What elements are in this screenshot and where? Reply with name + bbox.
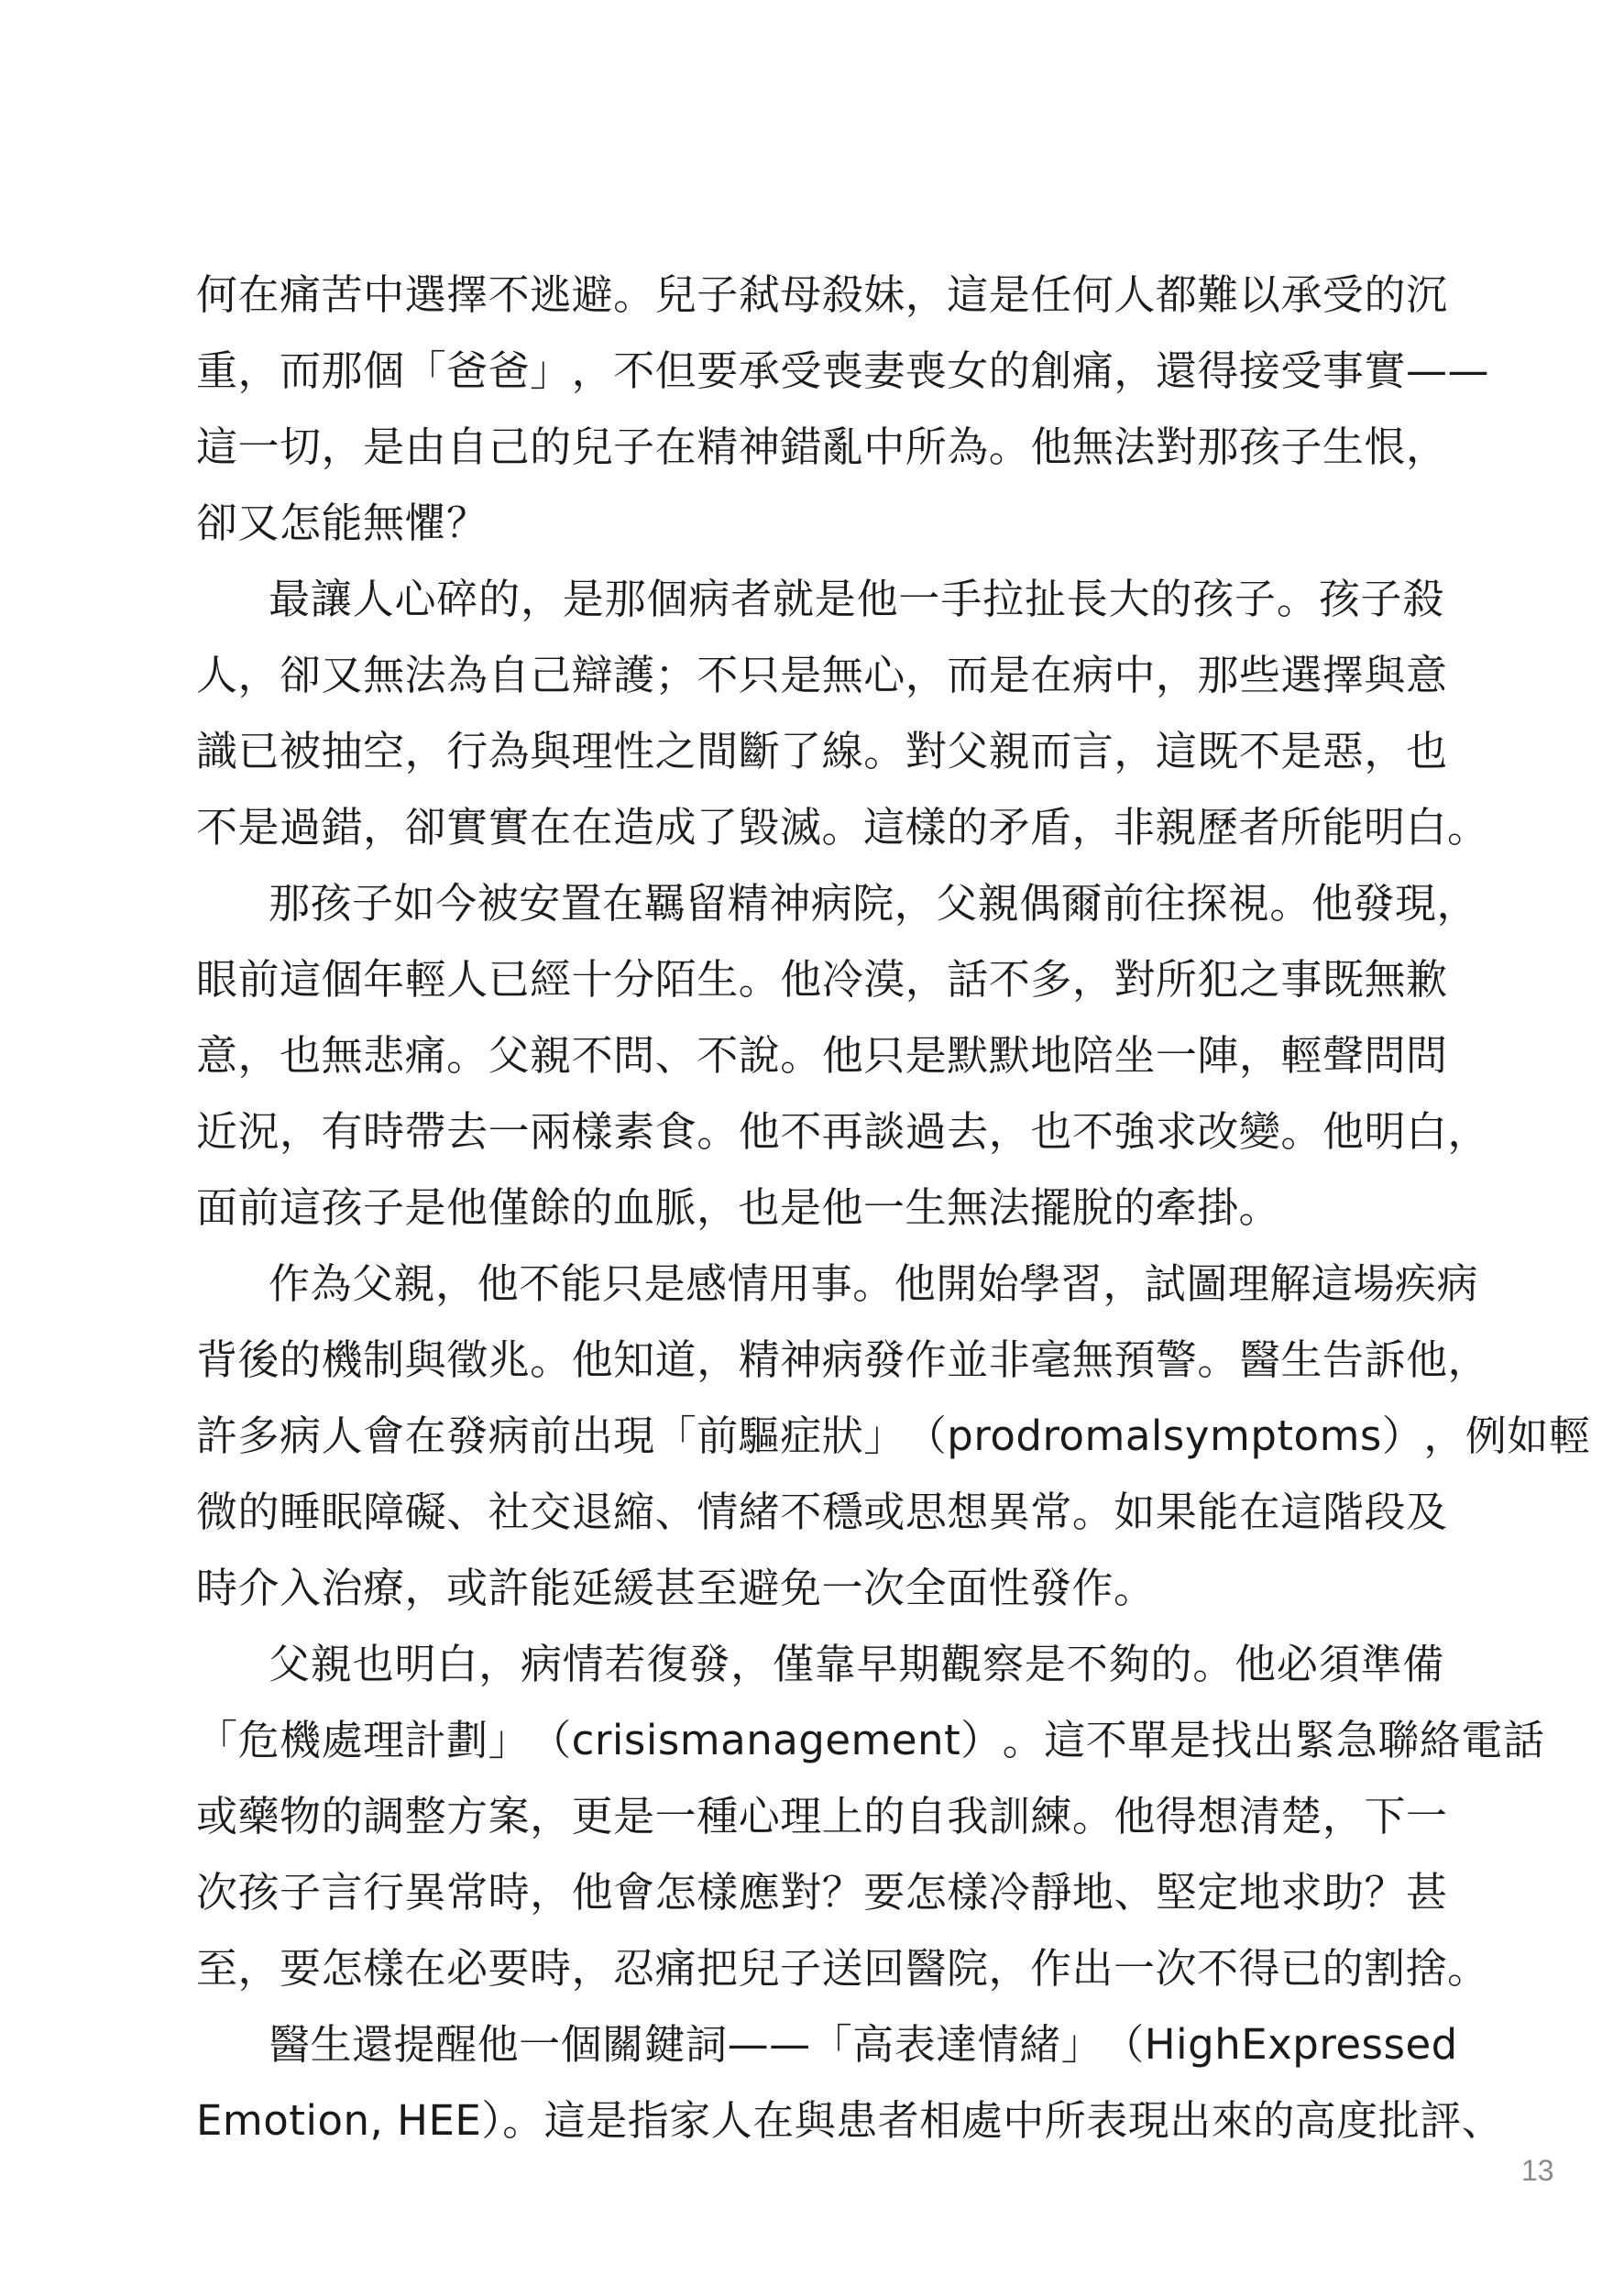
text-line: 卻又怎能無懼？ bbox=[196, 499, 488, 547]
text-line: 近 況 ， 有 時 帶 去 一 兩 樣 素 食 。 他 不 再 談 過 去 ， 也 不 強 求 改 變 。 他 明 白 ， bbox=[196, 1107, 1489, 1156]
text-line: 這 一 切 ， 是 由 自 己 的 兒 子 在 精 神 錯 亂 中 所 為 。 他 無 法 對 那 孩 子 生 恨 ， bbox=[196, 423, 1448, 471]
page-number: 13 bbox=[1521, 2154, 1554, 2187]
text-line: 人 ， 卻 又 無 法 為 自 己 辯 護 ； 不 只 是 無 心 ， 而 是 在 病 中 ， 那 些 選 擇 與 意 bbox=[196, 651, 1448, 699]
text-line: 次 孩 子 言 行 異 常 時 ， 他 會 怎 樣 應 對 ？ 要 怎 樣 冷 靜 地 、 堅 定 地 求 助 ？ 甚 bbox=[196, 1868, 1448, 1917]
text-line: 不是過錯，卻實實在在造成了毀滅。這樣的矛盾，非親歷者所能明白。 bbox=[196, 803, 1489, 851]
text-line: 識 已 被 抽 空 ， 行 為 與 理 性 之 間 斷 了 線 。 對 父 親 而 言 ， 這 既 不 是 惡 ， 也 bbox=[196, 727, 1448, 775]
text-line: 父 親 也 明 白 ， 病 情 若 復 發 ， 僅 靠 早 期 觀 察 是 不 夠 的 。 他 必 須 準 備 bbox=[269, 1640, 1444, 1688]
text-line: 作 為 父 親 ， 他 不 能 只 是 感 情 用 事 。 他 開 始 學 習 ， 試 圖 理 解 這 場 疾 病 bbox=[269, 1259, 1478, 1308]
text-line: 許 多 病 人 會 在 發 病 前 出 現 「 前 驅 症 狀 」 （ prodromal symptoms ） ， 例 如 輕 bbox=[196, 1412, 1591, 1460]
text-line: 或 藥 物 的 調 整 方 案 ， 更 是 一 種 心 理 上 的 自 我 訓 練 。 他 得 想 清 楚 ， 下 一 bbox=[196, 1792, 1448, 1840]
text-line: 微 的 睡 眠 障 礙 、 社 交 退 縮 、 情 緒 不 穩 或 思 想 異 常 。 如 果 能 在 這 階 段 及 bbox=[196, 1488, 1448, 1536]
text-line: 那 孩 子 如 今 被 安 置 在 羈 留 精 神 病 院 ， 父 親 偶 爾 前 往 探 視 。 他 發 現 ， bbox=[269, 879, 1478, 928]
text-line: 重 ， 而 那 個 「 爸 爸 」 ， 不 但 要 承 受 喪 妻 喪 女 的 創 痛 ， 還 得 接 受 事 實 — — bbox=[196, 346, 1489, 395]
text-line: 至，要怎樣在必要時，忍痛把兒子送回醫院，作出一次不得已的割捨。 bbox=[196, 1944, 1489, 1993]
text-line: 何 在 痛 苦 中 選 擇 不 逃 避 。 兒 子 弒 母 殺 妹 ， 這 是 任 何 人 都 難 以 承 受 的 沉 bbox=[196, 270, 1448, 319]
text-line: 面前這孩子是他僅餘的血脈，也是他一生無法擺脫的牽掛。 bbox=[196, 1183, 1281, 1232]
text-line: 時介入治療，或許能延緩甚至避免一次全面性發作。 bbox=[196, 1564, 1156, 1612]
text-line: 背 後 的 機 制 與 徵 兆 。 他 知 道 ， 精 神 病 發 作 並 非 毫 無 預 警 。 醫 生 告 訴 他 ， bbox=[196, 1335, 1489, 1384]
text-line: Emotion, HEE）。這是指家人在與患者相處中所表現出來的高度批評、 bbox=[196, 2096, 1504, 2145]
text-line: 意 ， 也 無 悲 痛 。 父 親 不 問 、 不 說 。 他 只 是 默 默 地 陪 坐 一 陣 ， 輕 聲 問 問 bbox=[196, 1031, 1448, 1080]
text-line: 眼 前 這 個 年 輕 人 已 經 十 分 陌 生 。 他 冷 漠 ， 話 不 多 ， 對 所 犯 之 事 既 無 歉 bbox=[196, 955, 1448, 1004]
body-text bbox=[196, 257, 1591, 2159]
text-line: 「 危 機 處 理 計 劃 」 （ crisis management ） 。 這 不 單 是 找 出 緊 急 聯 絡 電 話 bbox=[196, 1716, 1545, 1764]
text-line: 最 讓 人 心 碎 的 ， 是 那 個 病 者 就 是 他 一 手 拉 扯 長 大 的 孩 子 。 孩 子 殺 bbox=[269, 575, 1444, 623]
text-line: 醫 生 還 提 醒 他 一 個 關 鍵 詞 — — 「 高 表 達 情 緒 」 （ High Expressed bbox=[269, 2020, 1458, 2069]
